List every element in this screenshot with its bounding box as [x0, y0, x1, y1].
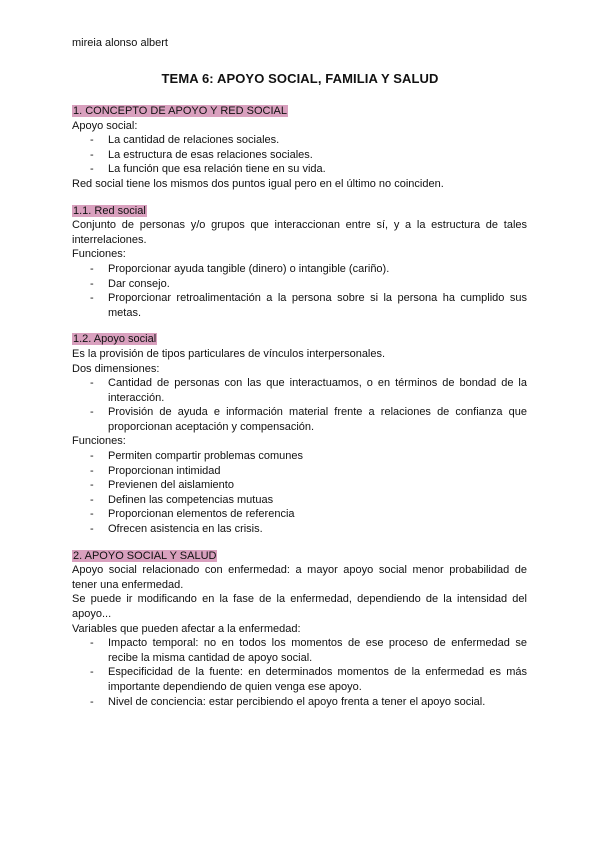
list-item: - Proporcionar retroalimentación a la persona sobre si la persona ha cumplido sus metas. [90, 292, 527, 319]
list-item: - Permiten compartir problemas comunes [90, 450, 304, 463]
paragraph: Red social tiene los mismos dos puntos igual pero en el último no coinciden. [72, 177, 444, 190]
paragraph: Dos dimensiones: [72, 362, 160, 375]
section-heading: 1.1. Red social [73, 204, 146, 217]
author-name: mireia alonso albert [72, 37, 168, 49]
list-item: - La función que esa relación tiene en su vida. [90, 163, 326, 176]
list-item: - La cantidad de relaciones sociales. [90, 134, 280, 147]
paragraph: Apoyo social: [72, 119, 138, 132]
bullet-list [72, 376, 527, 434]
document-title: TEMA 6: APOYO SOCIAL, FAMILIA Y SALUD [161, 71, 439, 86]
list-item: - Provisión de ayuda e información material frente a relaciones de confianza que proporcionan aceptación y compensación. [90, 406, 527, 433]
list-item: - Impacto temporal: no en todos los momentos de ese proceso de enfermedad se recibe la misma cantidad de apoyo social. [90, 637, 527, 664]
paragraph: Variables que pueden afectar a la enfermedad: [72, 622, 301, 635]
list-item: - Proporcionar ayuda tangible (dinero) o intangible (cariño). [90, 262, 390, 275]
paragraph: Se puede ir modificando en la fase de la enfermedad, dependiendo de la intensidad del apoyo... [72, 593, 527, 620]
paragraph: Es la provisión de tipos particulares de vínculos interpersonales. [72, 347, 386, 360]
document-body [72, 104, 527, 709]
bullet-list [72, 133, 527, 177]
list-item: - Ofrecen asistencia en las crisis. [90, 523, 263, 536]
list-item: - Proporcionan intimidad [90, 464, 221, 477]
section-heading: 2. APOYO SOCIAL Y SALUD [73, 549, 217, 562]
list-item: - Previenen del aislamiento [90, 479, 234, 492]
section-heading: 1. CONCEPTO DE APOYO Y RED SOCIAL [73, 105, 287, 117]
paragraph: Conjunto de personas y/o grupos que interaccionan entre sí, y a la estructura de tales interrelaciones. [72, 219, 527, 246]
list-item: - Definen las competencias mutuas [90, 493, 274, 506]
list-item: - Dar consejo. [90, 277, 170, 290]
list-item: - Especificidad de la fuente: en determinados momentos de la enfermedad es más importante dependiendo de quien venga ese apoyo. [90, 666, 527, 693]
bullet-list [72, 262, 527, 320]
list-item: - Cantidad de personas con las que interactuamos, o en términos de bondad de la interacción. [90, 377, 527, 404]
list-item: - Proporcionan elementos de referencia [90, 508, 295, 521]
paragraph: Funciones: [72, 435, 126, 448]
section-heading: 1.2. Apoyo social [73, 333, 157, 346]
paragraph: Funciones: [72, 248, 126, 261]
list-item: - Nivel de conciencia: estar percibiendo el apoyo frenta a tener el apoyo social. [90, 695, 486, 708]
bullet-list [72, 636, 527, 709]
paragraph: Apoyo social relacionado con enfermedad: a mayor apoyo social menor probabilidad de tener una enfermedad. [72, 564, 527, 591]
list-item: - La estructura de esas relaciones sociales. [90, 148, 313, 161]
bullet-list [72, 449, 527, 537]
